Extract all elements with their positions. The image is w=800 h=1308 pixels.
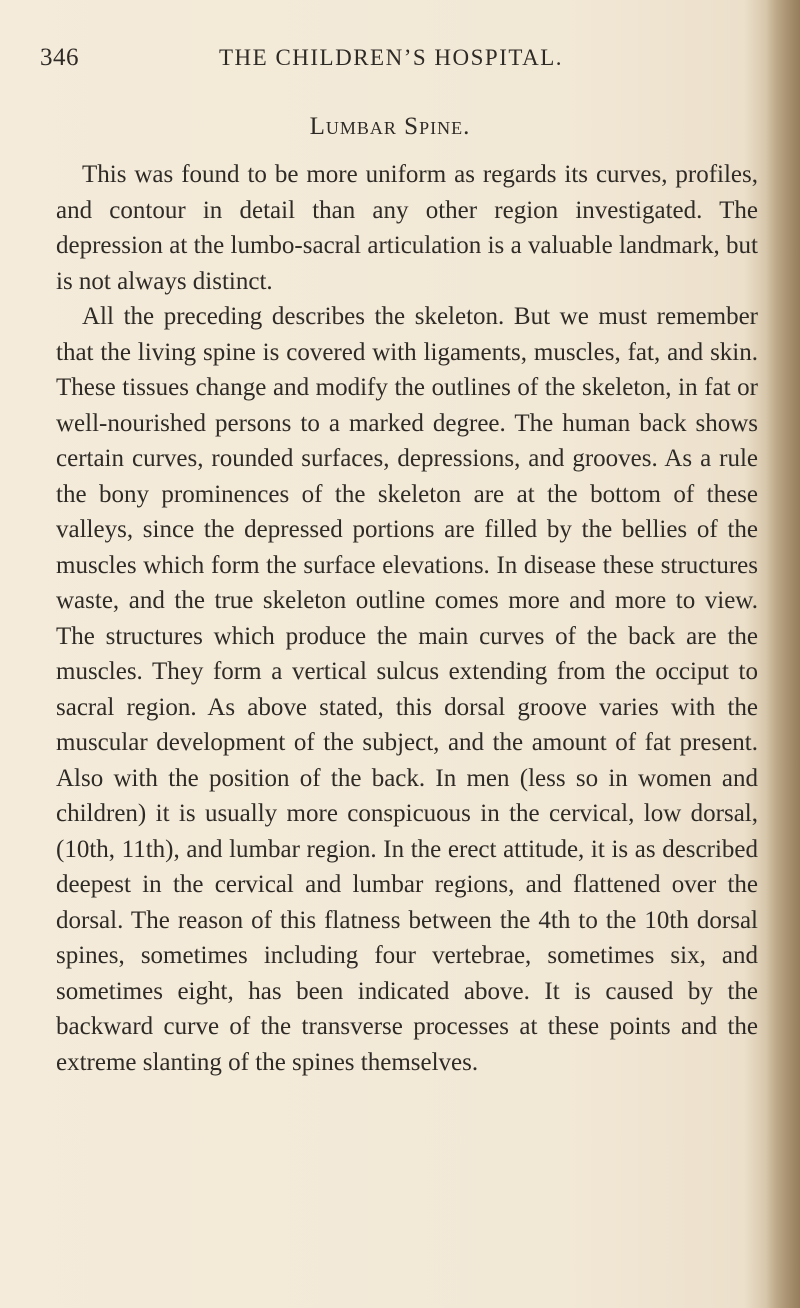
binding-edge-shadow <box>766 0 800 1308</box>
body-text <box>56 157 758 1080</box>
section-heading: Lumbar Spine. <box>309 113 471 140</box>
paragraph: This was found to be more uniform as regards its curves, profiles, and contour in detail than any other region investigated. The depression at the lumbo-sacral articulation is a valuable landmark, but is not always distinct. <box>56 161 758 295</box>
running-title: THE CHILDREN’S HOSPITAL. <box>218 45 563 70</box>
paragraph: All the preceding describes the skeleton. But we must remember that the living spine is covered with ligaments, muscles, fat, and skin. These tissues change and modify the outlines of the skeleton, in fat or well-nourished persons to a marked degree. The human back shows certain curves, rounded surfaces, depressions, and grooves. As a rule the bony prominences of the skeleton are at the bottom of these valleys, since the depressed portions are filled by the bellies of the muscles which form the surface elevations. In disease these structures waste, and the true skeleton outline comes more and more to view. The structures which produce the main curves of the back are the muscles. They form a vertical sulcus extending from the occiput to sacral region. As above stated, this dorsal groove varies with the muscular development of the subject, and the amount of fat present. Also with the position of the back. In men (less so in women and children) it is usually more conspicuous in the cervical, low dorsal, (10th, 11th), and lumbar region. In the erect attitude, it is as described deepest in the cervical and lumbar regions, and flattened over the dorsal. The reason of this flatness between the 4th to the 10th dorsal spines, sometimes including four vertebrae, sometimes six, and sometimes eight, has been indicated above. It is caused by the backward curve of the transverse processes at these points and the extreme slanting of the spines themselves. <box>56 303 758 1076</box>
page-number: 346 <box>40 44 79 71</box>
running-head <box>40 44 740 80</box>
